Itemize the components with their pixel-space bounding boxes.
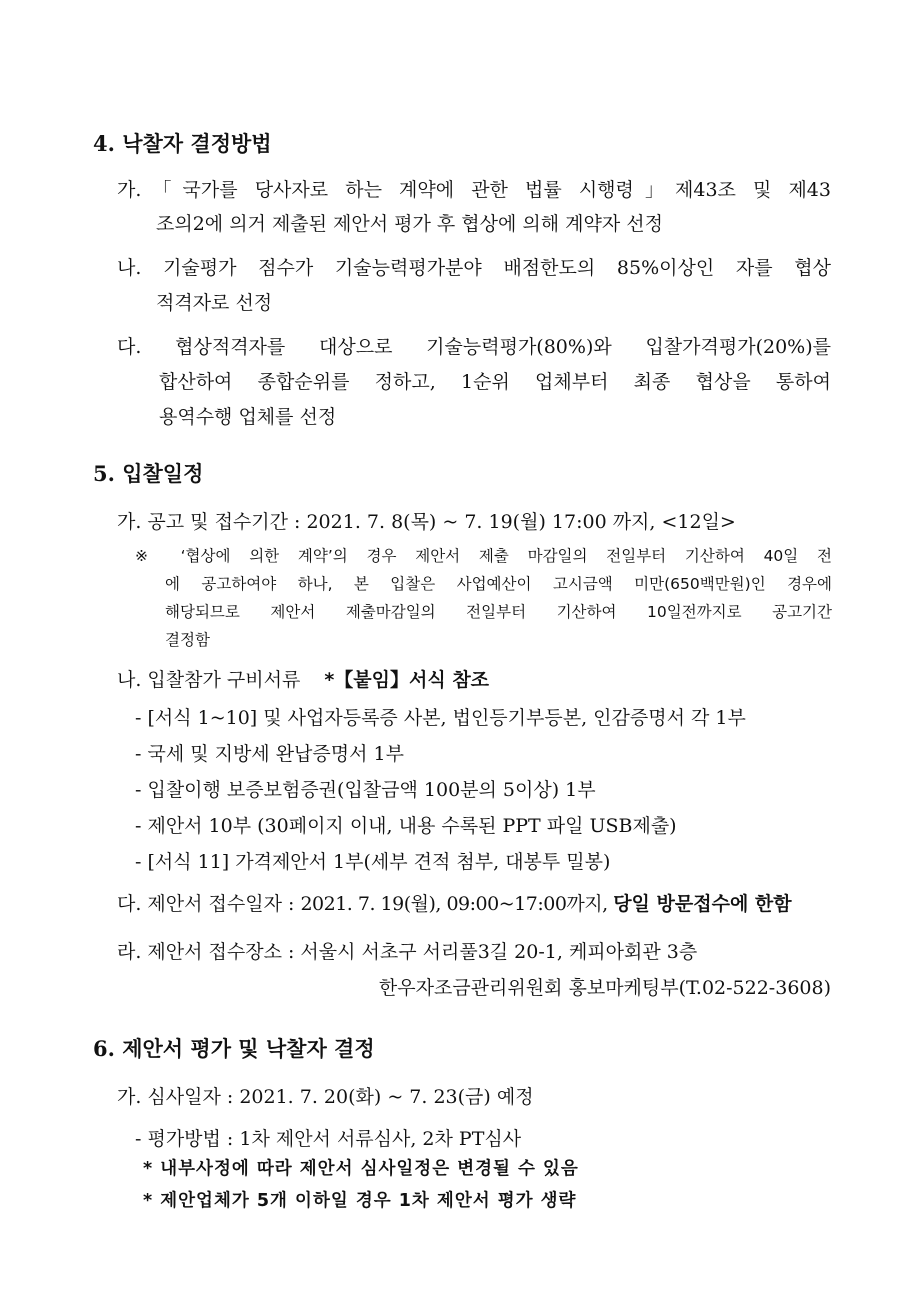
s5-note-line4: 결정함 xyxy=(165,631,210,649)
s5-item-da-visit-only: 당일 방문접수에 한함 xyxy=(613,893,792,915)
s6-item-ga: 가. 심사일자 : 2021. 7. 20(화) ~ 7. 23(금) 예정 xyxy=(117,1086,534,1108)
section-5-heading: 5. 입찰일정 xyxy=(93,461,204,486)
s4-item-ga-line2: 조의2에 의거 제출된 제안서 평가 후 협상에 의해 계약자 선정 xyxy=(156,213,663,235)
s5-doc-item-2: - 국세 및 지방세 완납증명서 1부 xyxy=(135,743,404,765)
s5-doc-item-1: - [서식 1~10] 및 사업자등록증 사본, 법인등기부등본, 인감증명서 각 1부 xyxy=(135,707,746,729)
s6-star-note-1: * 내부사정에 따라 제안서 심사일정은 변경될 수 있음 xyxy=(143,1159,579,1179)
s6-star-note-2: * 제안업체가 5개 이하일 경우 1차 제안서 평가 생략 xyxy=(143,1191,577,1211)
section-4-heading: 4. 낙찰자 결정방법 xyxy=(93,131,272,156)
s4-item-ga-line1: 가.「국가를 당사자로 하는 계약에 관한 법률 시행령」제43조 및 제43 xyxy=(117,179,831,201)
s5-note-line1: ※ ‘협상에 의한 계약’의 경우 제안서 제출 마감일의 전일부터 기산하여 40일 전 xyxy=(135,547,832,565)
s5-attachment-reference: *【붙임】서식 참조 xyxy=(324,669,490,691)
s5-note-line2: 에 공고하여야 하나, 본 입찰은 사업예산이 고시금액 미만(650백만원)인 경우에 xyxy=(165,575,832,593)
s5-note-line3: 해당되므로 제안서 제출마감일의 전일부터 기산하여 10일전까지로 공고기간 xyxy=(165,603,832,621)
s6-eval-method: - 평가방법 : 1차 제안서 서류심사, 2차 PT심사 xyxy=(135,1128,522,1150)
s4-item-na-line2: 적격자로 선정 xyxy=(156,292,273,314)
s5-doc-item-5: - [서식 11] 가격제안서 1부(세부 견적 첨부, 대봉투 밀봉) xyxy=(135,851,611,873)
s5-item-da-label: 다. 제안서 접수일자 : xyxy=(117,893,301,915)
s5-doc-item-4: - 제안서 10부 (30페이지 이내, 내용 수록된 PPT 파일 USB제출) xyxy=(135,815,677,837)
s5-item-ga: 가. 공고 및 접수기간 : 2021. 7. 8(목) ~ 7. 19(월) 17:00 까지, <12일> xyxy=(117,511,736,533)
s5-item-ra-line1: 라. 제안서 접수장소 : 서울시 서초구 서리풀3길 20-1, 케피아회관 3층 xyxy=(117,941,698,963)
s4-item-da-line1: 다. 협상적격자를 대상으로 기술능력평가(80%)와 입찰가격평가(20%)를 xyxy=(117,336,831,358)
s4-item-da-line2: 합산하여 종합순위를 정하고, 1순위 업체부터 최종 협상을 통하여 xyxy=(159,371,831,393)
s5-item-da xyxy=(117,886,792,922)
s4-item-da-line3: 용역수행 업체를 선정 xyxy=(159,406,337,428)
s5-item-na-text: 나. 입찰참가 구비서류 xyxy=(117,669,301,691)
s5-item-ra-line2: 한우자조금관리위원회 홍보마케팅부(T.02-522-3608) xyxy=(378,977,831,999)
s4-item-na-line1: 나. 기술평가 점수가 기술능력평가분야 배점한도의 85%이상인 자를 협상 xyxy=(117,257,831,279)
s5-doc-item-3: - 입찰이행 보증보험증권(입찰금액 100분의 5이상) 1부 xyxy=(135,779,596,801)
s5-item-da-date: 2021. 7. 19(월), 09:00~17:00까지, xyxy=(300,893,614,915)
section-6-heading: 6. 제안서 평가 및 낙찰자 결정 xyxy=(93,1036,375,1061)
s5-item-na xyxy=(117,662,489,698)
